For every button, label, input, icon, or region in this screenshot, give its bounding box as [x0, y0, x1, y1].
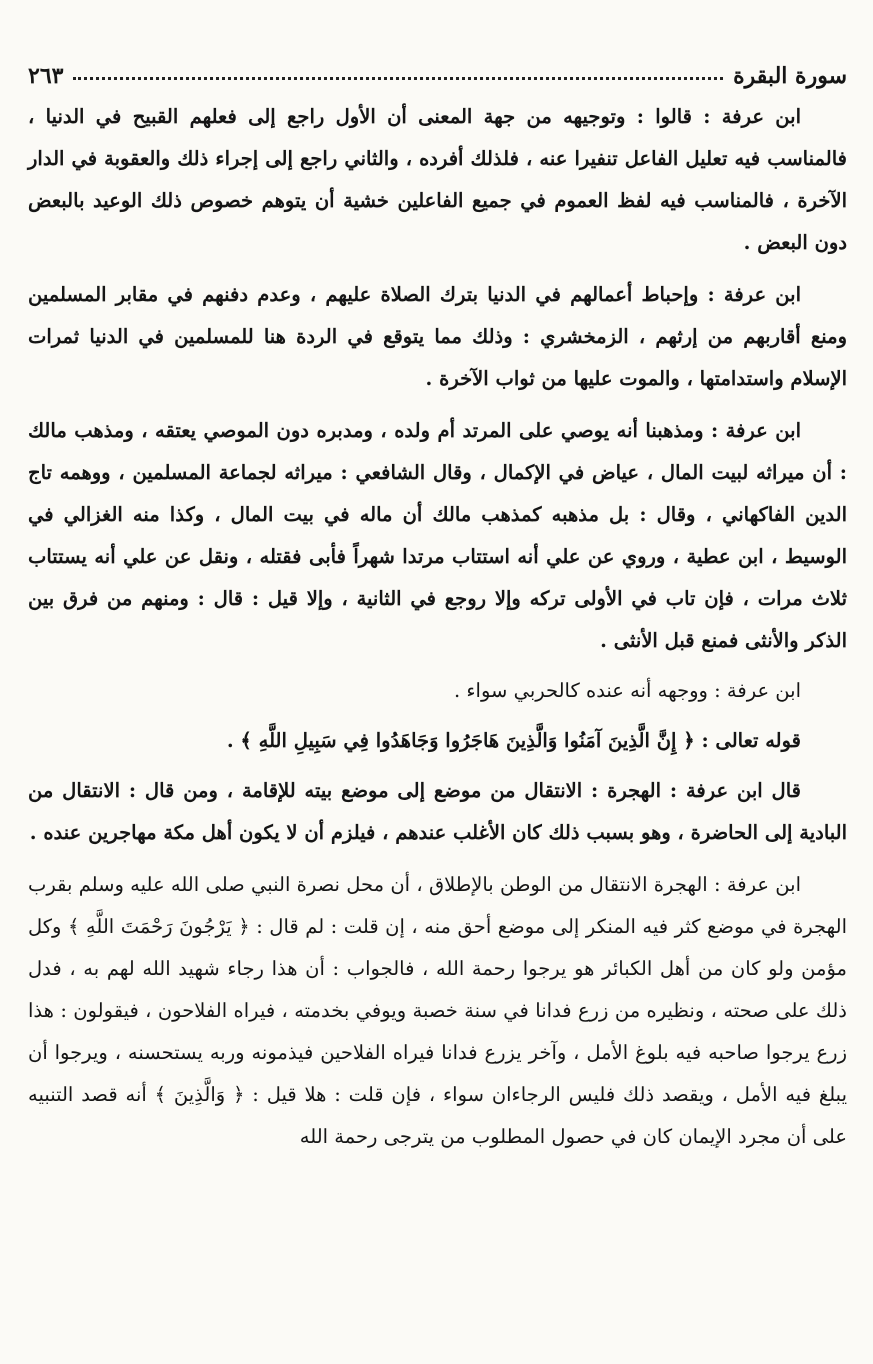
paragraph-1: ابن عرفة : قالوا : وتوجيهه من جهة المعنى أن الأول راجع إلى فعلهم القبيح في الدنيا ، فالمناسب فيه تعليل الفاعل تنفيرا عنه ، فلذلك أفرده ، والثاني راجع إلى إجراء ذلك والعقوبة في الدار الآخرة ، فالمناسب فيه لفظ العموم في جميع الفاعلين خشية أن يتوهم خصوص ذلك الوعيد بالبعض دون البعض . [28, 105, 847, 254]
paragraph-4: ابن عرفة : ووجهه أنه عنده كالحربي سواء . [453, 679, 801, 702]
paragraph-gap [28, 264, 847, 274]
paragraph-2: ابن عرفة : وإحباط أعمالهم في الدنيا بترك الصلاة عليهم ، وعدم دفنهم في مقابر المسلمين ومنع أقاربهم من إرثهم ، الزمخشري : وذلك مما يتوقع في الردة هنا للمسلمين في الدنيا ثمرات الإسلام واستدامتها ، والموت عليها من ثواب الآخرة . [28, 283, 847, 390]
paragraph-gap [28, 762, 847, 770]
page-number: ٢٦٣ [28, 63, 64, 89]
verse-heading: قوله تعالى : ﴿ إِنَّ الَّذِينَ آمَنُوا وَالَّذِينَ هَاجَرُوا وَجَاهَدُوا فِي سَبِيلِ اللَّهِ ﴾ . [226, 729, 801, 752]
running-header [28, 58, 847, 94]
surah-title: سورة البقرة [733, 63, 847, 89]
paragraph-gap [28, 662, 847, 670]
paragraph-5: قال ابن عرفة : الهجرة : الانتقال من موضع إلى موضع بيته للإقامة ، ومن قال : الانتقال من البادية إلى الحاضرة ، وهو بسبب ذلك كان الأغلب عندهم ، فيلزم أن لا يكون أهل مكة مهاجرين عنده . [28, 779, 847, 844]
paragraph-gap [28, 854, 847, 864]
paragraph-gap [28, 712, 847, 720]
paragraph-gap [28, 400, 847, 410]
paragraph-3: ابن عرفة : ومذهبنا أنه يوصي على المرتد أم ولده ، ومدبره دون الموصي يعتقه ، ومذهب مالك : أن ميراثه لبيت المال ، عياض في الإكمال ، وقال الشافعي : ميراثه لجماعة المسلمين ، ووهمه تاج الدين الفاكهاني ، وقال : بل مذهبه كمذهب مالك أن ماله في بيت المال ، وكذا منه الغزالي في الوسيط ، ابن عطية ، وروي عن علي أنه استتاب مرتدا شهراً فأبى فقتله ، ونقل عن علي أنه يستتاب ثلاث مرات ، فإن تاب في الأولى تركه وإلا روجع في الثانية ، وإلا قيل : قال : ومنهم من فرق بين الذكر والأنثى فمنع قبل الأنثى . [28, 419, 847, 652]
header-dotted-leader [73, 77, 723, 80]
paragraph-6: ابن عرفة : الهجرة الانتقال من الوطن بالإطلاق ، أن محل نصرة النبي صلى الله عليه وسلم بقرب الهجرة في موضع كثر فيه المنكر إلى موضع أحق منه ، إن قلت : لم قال : ﴿ يَرْجُونَ رَحْمَتَ اللَّهِ ﴾ وكل مؤمن ولو كان من أهل الكبائر هو يرجوا رحمة الله ، فالجواب : أن هذا رجاء شهيد الله لهم به ، فدل ذلك على صحته ، ونظيره من زرع فدانا في سنة خصبة ويوفي بخدمته ، فيراه الفلاحون ، فيقولون : هذا زرع يرجوا صاحبه فيه بلوغ الأمل ، وآخر يزرع فدانا فيراه الفلاحين فيذمونه وربه يستحسنه ، ويرجوا أن يبلغ فيه الأمل ، ويقصد ذلك فليس الرجاءان سواء ، فإن قلت : هلا قيل : ﴿ وَالَّذِينَ ﴾ أنه قصد التنبيه على أن مجرد الإيمان كان في حصول المطلوب من يترجى رحمة الله [28, 873, 847, 1148]
